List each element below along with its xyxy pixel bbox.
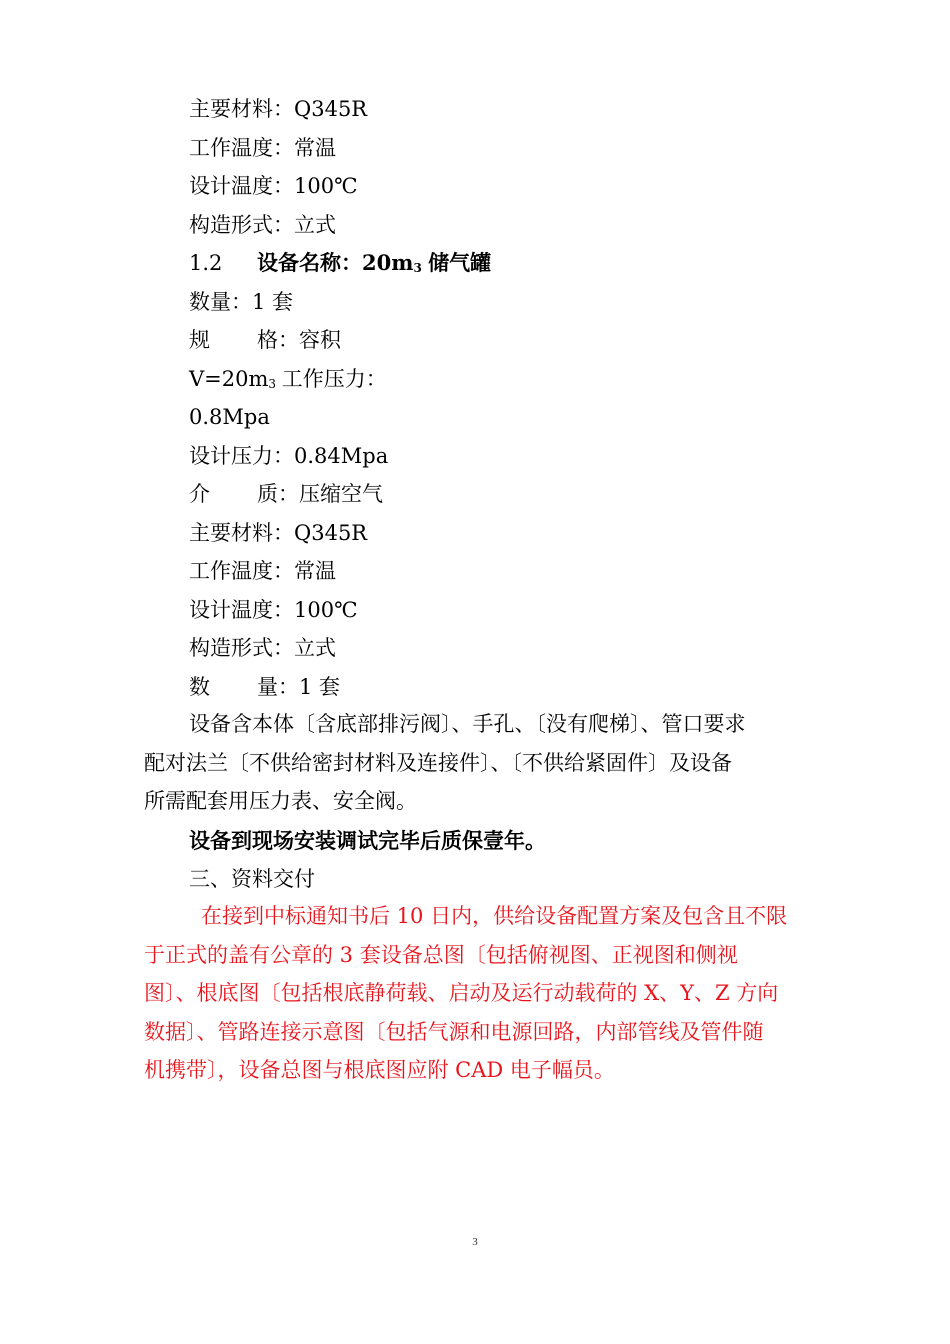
heading-unit-super: 3 [413,261,421,275]
heading-title-suffix: 储气罐 [420,250,492,275]
spec-size-label-right: 格：容积 [257,328,341,352]
spec-qty-left: 数 [189,675,210,699]
scope-line: 配对法兰〔不供给密封材料及连接件〕、〔不供给紧固件〕及设备 [144,750,732,775]
spec-size-label-left: 规 [189,328,210,352]
spec-volume-prefix: V=20m [189,367,269,391]
spec-medium-left: 介 [189,482,210,506]
spec-volume-suffix: 工作压力： [275,367,387,391]
page-number: 3 [472,1236,478,1248]
heading-number: 1.2 [189,251,223,275]
delivery-line: 数据〕、管路连接示意图〔包括气源和电源回路，内部管线及管件随 [144,1019,764,1044]
scope-paragraph [144,705,824,821]
warranty-statement: 设备到现场安装调试完毕后质保壹年。 [189,828,546,853]
spec-medium-line [189,481,383,507]
delivery-paragraph [144,897,824,1090]
delivery-line: 图〕、根底图〔包括根底静荷载、启动及运行动载荷的 X、Y、Z 方向 [144,981,779,1005]
spec-size-line [189,327,341,353]
delivery-line: 机携带〕，设备总图与根底图应附 CAD 电子幅员。 [144,1058,615,1082]
spec-qty-line [189,674,340,700]
delivery-line: 于正式的盖有公章的 3 套设备总图〔包括俯视图、正视图和侧视 [144,942,738,967]
spec-qty-right: 量：1 套 [257,675,341,699]
spec-medium-right: 质：压缩空气 [257,482,383,506]
section-three-heading: 三、资料交付 [189,867,315,891]
spec-volume-line [189,366,387,397]
spec-volume-super: 3 [268,377,276,391]
scope-line: 设备含本体〔含底部排污阀〕、手孔、〔没有爬梯〕、管口要求 [189,712,746,736]
delivery-line: 在接到中标通知书后 10 日内，供给设备配置方案及包含且不限 [201,904,788,928]
spec-design-temp-a: 设计温度：100℃ [189,174,358,198]
spec-material-b: 主要材料：Q345R [189,521,368,545]
section-heading-1-2 [189,250,491,281]
spec-structure-a: 构造形式：立式 [189,213,336,237]
spec-design-pressure: 设计压力：0.84Mpa [189,444,389,468]
spec-quantity: 数量：1 套 [189,290,294,314]
heading-title: 设备名称：20m [257,250,414,275]
spec-structure-b: 构造形式：立式 [189,636,336,660]
spec-material-a: 主要材料：Q345R [189,97,368,121]
scope-line: 所需配套用压力表、安全阀。 [144,789,417,813]
spec-design-temp-b: 设计温度：100℃ [189,598,358,622]
spec-work-temp-a: 工作温度：常温 [189,136,336,160]
spec-work-temp-b: 工作温度：常温 [189,559,336,583]
spec-work-pressure: 0.8Mpa [189,405,270,429]
